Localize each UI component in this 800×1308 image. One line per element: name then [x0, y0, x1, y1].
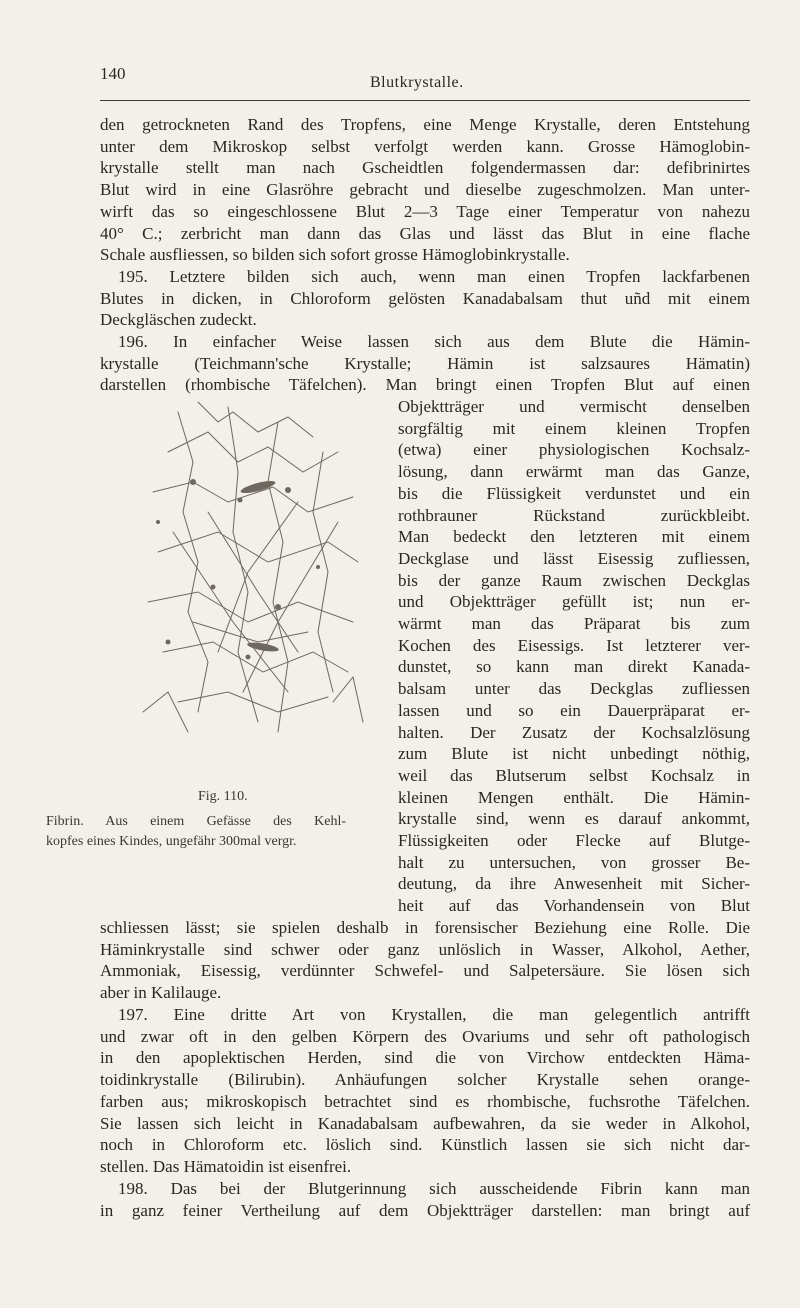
text-line: Flüssigkeiten oder Flecke auf Blutge- — [398, 831, 750, 851]
text-line: 195. Letztere bilden sich auch, wenn man einen Tropfen lackfarbenen — [118, 267, 750, 286]
text-line: 196. In einfacher Weise lassen sich aus dem Blute die Hämin- — [118, 332, 750, 351]
text-line: bis die Flüssigkeit verdunstet und ein — [398, 483, 750, 503]
text-line: zum Blute ist nicht unbedingt nöthig, — [398, 744, 750, 764]
text-line: Deckglase und lässt Eisessig zufliessen, — [398, 548, 750, 568]
paragraph-196 — [100, 331, 750, 396]
text-line: darstellen (rhombische Täfelchen). Man bringt einen Tropfen Blut auf einen — [100, 375, 750, 395]
text-line: den getrockneten Rand des Tropfens, eine Menge Krystalle, deren Entstehung — [100, 115, 750, 134]
caption-line: kopfes eines Kindes, ungefähr 300mal vergr. — [46, 834, 297, 849]
text-line: toidinkrystalle (Bilirubin). Anhäufungen solcher Krystalle sehen orange- — [100, 1070, 750, 1090]
figure-110 — [108, 392, 378, 804]
text-line: Schale ausfliessen, so bilden sich sofort grosse Hämoglobinkrystalle. — [100, 245, 570, 265]
paragraph-195 — [100, 266, 750, 331]
text-line: in ganz feiner Vertheilung auf dem Objektträger darstellen: man bringt auf — [100, 1200, 750, 1220]
text-line: und Objektträger gefüllt ist; nun er- — [398, 592, 750, 612]
text-line: krystalle (Teichmann'sche Krystalle; Hämin ist salzsaures Hämatin) — [100, 353, 750, 373]
paragraph-197 — [100, 1004, 750, 1178]
text-line: Blutes in dicken, in Chloroform gelösten Kanadabalsam thut uñd mit einem — [100, 288, 750, 308]
text-line: unter dem Mikroskop selbst verfolgt werden kann. Grosse Hämoglobin- — [100, 136, 750, 156]
text-line: Man bedeckt den letzteren mit einem — [398, 527, 750, 547]
text-line: krystalle stellt man nach Gscheidtlen folgendermassen dar: defibrinirtes — [100, 158, 750, 178]
text-line: in den apoplektischen Herden, sind die von Virchow entdeckten Häma- — [100, 1048, 750, 1068]
page-header — [100, 64, 750, 102]
text-line: lassen und so ein Dauerpräparat er- — [398, 700, 750, 720]
text-line: Objektträger und vermischt denselben — [398, 397, 750, 416]
text-line: heit auf das Vorhandensein von Blut — [398, 896, 750, 916]
text-line: farben aus; mikroskopisch betrachtet sind es rhombische, fuchsrothe Täfelchen. — [100, 1091, 750, 1111]
text-line: Deckgläschen zudeckt. — [100, 310, 257, 330]
text-line: krystalle sind, wenn es darauf ankommt, — [398, 809, 750, 829]
text-line: schliessen lässt; sie spielen deshalb in forensischer Beziehung eine Rolle. Die — [100, 918, 750, 937]
text-line: lösung, dann erwärmt man das Ganze, — [398, 462, 750, 482]
paragraph-continuation — [100, 114, 750, 266]
text-line: Blut wird in eine Glasröhre gebracht und dieselbe zugeschmolzen. Man unter- — [100, 180, 750, 200]
text-line: deutung, da ihre Anwesenheit mit Sicher- — [398, 874, 750, 894]
text-line: Sie lassen sich leicht in Kanadabalsam aufbewahren, da sie weder in Alkohol, — [100, 1113, 750, 1133]
figure-label: Fig. 110. — [198, 789, 248, 804]
text-line: dunstet, so kann man direkt Kanada- — [398, 657, 750, 677]
text-line: balsam unter das Deckglas zufliessen — [398, 679, 750, 699]
text-line: Häminkrystalle sind schwer oder ganz unlöslich in Wasser, Alkohol, Aether, — [100, 939, 750, 959]
text-line: noch in Chloroform etc. löslich sind. Künstlich lassen sie sich nicht dar- — [100, 1135, 750, 1155]
text-line: 198. Das bei der Blutgerinnung sich ausscheidende Fibrin kann man — [118, 1179, 750, 1198]
header-rule — [100, 100, 750, 101]
text-line: bis der ganze Raum zwischen Deckglas — [398, 570, 750, 590]
page-number: 140 — [100, 64, 126, 83]
text-line: aber in Kalilauge. — [100, 983, 222, 1003]
text-line: halt zu untersuchen, von grosser Be- — [398, 852, 750, 872]
text-line: kleinen Mengen enthält. Die Hämin- — [398, 787, 750, 807]
text-line: Ammoniak, Eisessig, verdünnter Schwefel- und Salpetersäure. Sie lösen sich — [100, 961, 750, 981]
text-line: 197. Eine dritte Art von Krystallen, die man gelegentlich antrifft — [118, 1005, 750, 1024]
text-line: Kochen des Eisessigs. Ist letzterer ver- — [398, 635, 750, 655]
paragraph-196-end — [100, 917, 750, 1004]
text-line: wirft das so eingeschlossene Blut 2—3 Tage einer Temperatur von nahezu — [100, 201, 750, 221]
running-head: Blutkrystalle. — [370, 74, 464, 91]
text-line: (etwa) einer physiologischen Kochsalz- — [398, 440, 750, 460]
text-line: wärmt man das Präparat bis zum — [398, 614, 750, 634]
figure-caption — [46, 812, 346, 852]
text-line: und zwar oft in den gelben Körpern des Ovariums und sehr oft pathologisch — [100, 1026, 750, 1046]
text-line: stellen. Das Hämatoidin ist eisenfrei. — [100, 1156, 352, 1176]
text-line: 40° C.; zerbricht man dann das Glas und lässt das Blut in eine flache — [100, 223, 750, 243]
paragraph-198 — [100, 1178, 750, 1221]
text-line: weil das Blutserum selbst Kochsalz in — [398, 765, 750, 785]
text-line: halten. Der Zusatz der Kochsalzlösung — [398, 722, 750, 742]
fibrin-network-illustration — [138, 392, 368, 762]
text-line: sorgfältig mit einem kleinen Tropfen — [398, 418, 750, 438]
paragraph-196-wrapped — [398, 396, 750, 917]
text-line: rothbrauner Rückstand zurückbleibt. — [398, 505, 750, 525]
caption-line: Fibrin. Aus einem Gefässe des Kehl- — [46, 814, 346, 829]
